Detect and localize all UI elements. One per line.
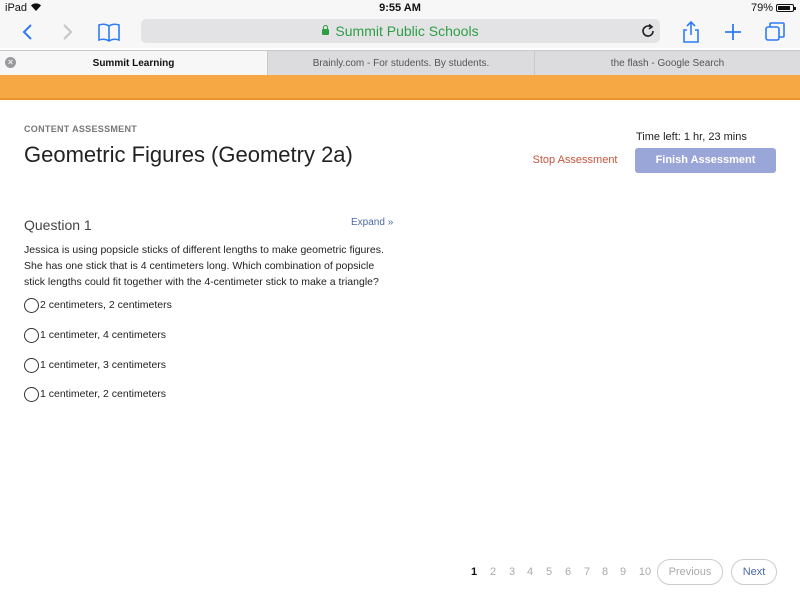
next-button[interactable]: Next <box>731 559 777 585</box>
clock: 9:55 AM <box>379 2 421 14</box>
time-left: Time left: 1 hr, 23 mins <box>636 131 747 143</box>
share-button[interactable] <box>678 19 704 45</box>
radio-button[interactable] <box>24 358 39 373</box>
tab-strip <box>0 50 800 75</box>
tab-label: Brainly.com - For students. By students. <box>312 57 490 69</box>
battery-icon <box>776 4 794 12</box>
status-bar <box>0 0 800 16</box>
assessment-eyebrow: CONTENT ASSESSMENT <box>24 124 138 134</box>
tabs-overview-button[interactable] <box>762 19 788 45</box>
radio-button[interactable] <box>24 387 39 402</box>
page-link[interactable]: 9 <box>619 566 627 578</box>
radio-button[interactable] <box>24 328 39 343</box>
device-name: iPad <box>5 2 28 14</box>
answer-label: 1 centimeter, 2 centimeters <box>40 388 167 400</box>
page-title: Geometric Figures (Geometry 2a) <box>24 142 353 167</box>
answer-option[interactable] <box>24 386 166 402</box>
tab-google-search[interactable] <box>534 51 800 75</box>
battery-percent: 79% <box>750 2 773 14</box>
question-text: Jessica is using popsicle sticks of different lengths to make geometric figures. She has one stick that is 4 centimeters long. Which combination of popsicle stick lengths could fit together with the 4-centimeter stick to make a triangle? <box>24 244 384 288</box>
lock-icon <box>322 29 329 35</box>
book-icon <box>97 22 121 42</box>
page-link[interactable]: 2 <box>489 566 497 578</box>
page-link[interactable]: 6 <box>564 566 572 578</box>
tabs-icon <box>764 21 786 43</box>
back-button[interactable] <box>14 19 40 45</box>
answer-option[interactable] <box>24 357 166 373</box>
share-icon <box>681 20 701 44</box>
bookmarks-button[interactable] <box>96 19 122 45</box>
new-tab-button[interactable] <box>720 19 746 45</box>
answer-option[interactable] <box>24 327 166 343</box>
expand-link[interactable]: Expand » <box>351 217 394 228</box>
chevron-right-icon <box>62 23 74 41</box>
answer-label: 1 centimeter, 3 centimeters <box>40 359 167 371</box>
tab-summit-learning[interactable] <box>0 51 267 75</box>
page-link[interactable]: 1 <box>470 566 478 578</box>
browser-toolbar <box>0 16 800 48</box>
page-link[interactable]: 4 <box>526 566 534 578</box>
finish-assessment-button[interactable]: Finish Assessment <box>635 148 776 173</box>
tab-brainly[interactable] <box>267 51 534 75</box>
previous-button[interactable]: Previous <box>657 559 723 585</box>
url-text: Summit Public Schools <box>335 23 479 39</box>
page-link[interactable]: 3 <box>508 566 516 578</box>
answer-label: 2 centimeters, 2 centimeters <box>40 299 172 311</box>
stop-assessment-button[interactable]: Stop Assessment <box>532 154 618 166</box>
page-link[interactable]: 10 <box>638 566 652 578</box>
tab-label: Summit Learning <box>92 57 175 69</box>
page-link[interactable]: 5 <box>545 566 553 578</box>
close-icon[interactable]: × <box>5 57 16 68</box>
chevron-left-icon <box>21 23 33 41</box>
answer-label: 1 centimeter, 4 centimeters <box>40 329 167 341</box>
pagination <box>0 559 800 585</box>
answer-option[interactable] <box>24 297 172 313</box>
reload-icon[interactable] <box>640 23 656 39</box>
address-bar[interactable] <box>141 19 660 43</box>
radio-button[interactable] <box>24 298 39 313</box>
forward-button[interactable] <box>55 19 81 45</box>
page-link[interactable]: 8 <box>601 566 609 578</box>
tab-label: the flash - Google Search <box>610 57 725 69</box>
question-title: Question 1 <box>24 217 92 233</box>
site-header-bar <box>0 75 800 100</box>
page-link[interactable]: 7 <box>583 566 591 578</box>
plus-icon <box>723 22 743 42</box>
